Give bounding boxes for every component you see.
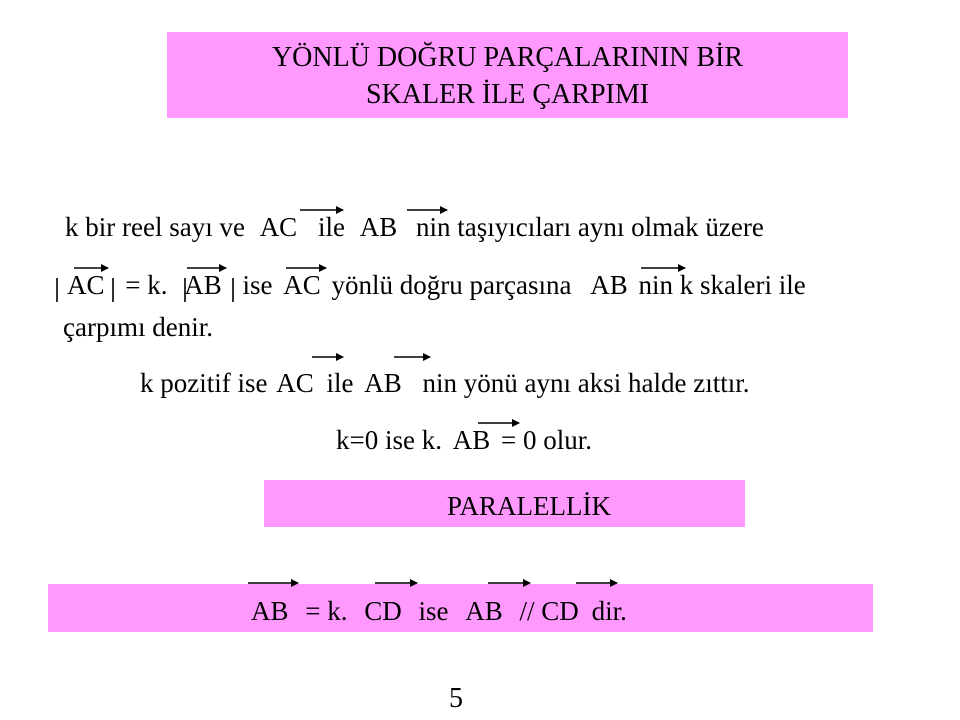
text-segment: nin yönü aynı aksi halde zıttır.	[422, 368, 750, 398]
text-segment: //	[519, 596, 535, 626]
text-segment: nin taşıyıcıları aynı olmak üzere	[415, 212, 764, 242]
text-segment: = k.	[125, 270, 168, 300]
title-line-1: YÖNLÜ DOĞRU PARÇALARININ BİR	[271, 42, 744, 73]
text-segment: k pozitif ise	[140, 368, 268, 398]
title-line-2: SKALER İLE ÇARPIMI	[365, 79, 650, 110]
body-line-5	[336, 424, 592, 456]
body-line-4	[140, 367, 749, 399]
text-segment: dir.	[591, 596, 627, 626]
body-line-3: çarpımı denir.	[63, 312, 213, 342]
text-segment: k=0 ise k.	[336, 425, 442, 455]
vector-cd: CD	[541, 596, 579, 626]
text-segment: ise	[242, 270, 273, 300]
text-segment: = 0 olur.	[501, 425, 592, 455]
vector-ab: AB	[452, 425, 491, 455]
vector-ab: AB	[590, 270, 628, 300]
parallel-statement	[251, 595, 627, 627]
vector-ab: AB	[251, 596, 289, 626]
vector-ac: AC	[276, 368, 314, 398]
page-number: 5	[449, 683, 463, 714]
text-segment: ise	[418, 596, 449, 626]
text-segment: k bir reel sayı ve	[65, 212, 245, 242]
vector-ab: AB	[465, 596, 503, 626]
section-title: PARALELLİK	[447, 491, 612, 521]
vector-ac: AC	[67, 270, 105, 300]
vector-ac: AC	[259, 212, 298, 242]
vector-cd: CD	[364, 596, 402, 626]
body-line-1	[65, 211, 764, 243]
text-segment: yönlü doğru parçasına	[331, 270, 572, 300]
text-segment: ile	[317, 212, 345, 242]
body-line-2	[67, 269, 806, 301]
text-segment: nin k skaleri ile	[638, 270, 806, 300]
vector-ac: AC	[283, 270, 321, 300]
vector-ab: AB	[364, 368, 402, 398]
vector-ab: AB	[184, 270, 222, 300]
text-segment: = k.	[305, 596, 348, 626]
vector-ab: AB	[359, 212, 398, 242]
text-segment: ile	[326, 368, 354, 398]
